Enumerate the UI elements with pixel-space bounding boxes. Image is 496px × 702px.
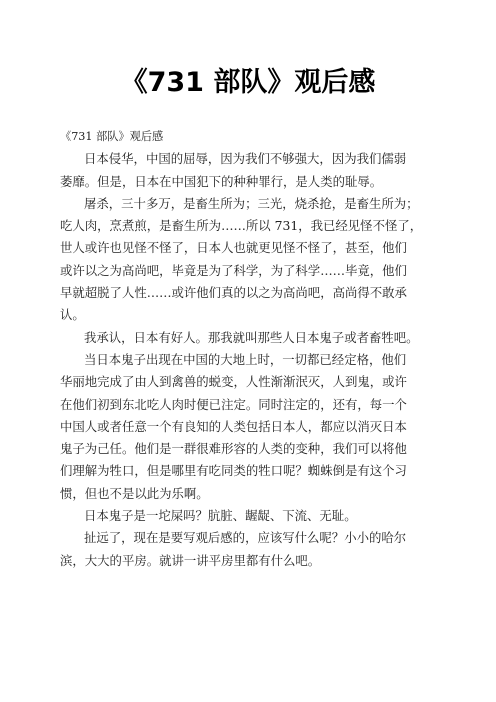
body-line: 日本侵华，中国的屈辱，因为我们不够强大，因为我们儒弱 [84, 151, 407, 167]
body-line: 日本鬼子是一坨屎吗？肮脏、龌龊、下流、无耻。 [84, 508, 357, 524]
body-line: 鬼子为己任。他们是一群很难形容的人类的变种，我们可以将他 [60, 441, 407, 457]
body-line: 在他们初到东北吃人肉时便已注定。同时注定的，还有，每一个 [60, 396, 407, 412]
body-line: 我承认，日本有好人。那我就叫那些人日本鬼子或者畜牲吧。 [84, 329, 419, 345]
body-line: 屠杀，三十多万，是畜生所为；三光，烧杀抢，是畜生所为； [84, 195, 419, 211]
body-line: 惯，但也不是以此为乐啊。 [60, 485, 209, 501]
body-line: 萎靡。但是，日本在中国犯下的种种罪行，是人类的耻辱。 [60, 173, 383, 189]
body-line: 中国人或者任意一个有良知的人类包括日本人，都应以消灭日本 [60, 418, 407, 434]
document-title: 《731 部队》观后感 [120, 67, 376, 98]
body-subtitle: 《731 部队》观后感 [60, 130, 164, 143]
body-line: 认。 [60, 307, 85, 323]
body-line: 华丽地完成了由人到禽兽的蜕变，人性渐渐泯灭，人到鬼，或许 [60, 374, 407, 390]
body-line: 吃人肉，烹煮煎，是畜生所为……所以 731，我已经见怪不怪了， [60, 218, 423, 234]
body-line: 扯远了，现在是要写观后感的，应该写什么呢？小小的哈尔 [84, 530, 407, 546]
body-line: 早就超脱了人性……或许他们真的以之为高尚吧，高尚得不敢承 [60, 285, 407, 301]
body-line: 或许以之为高尚吧，毕竟是为了科学，为了科学……毕竟，他们 [60, 262, 407, 278]
body-line: 世人或许也见怪不怪了，日本人也就更见怪不怪了，甚至，他们 [60, 240, 407, 256]
body-line: 们理解为牲口，但是哪里有吃同类的牲口呢？蜘蛛倒是有这个习 [60, 463, 407, 479]
body-line: 滨，大大的平房。就讲一讲平房里都有什么吧。 [60, 552, 321, 568]
document-body [60, 126, 464, 572]
body-line: 当日本鬼子出现在中国的大地上时，一切都已经定格，他们 [84, 351, 407, 367]
